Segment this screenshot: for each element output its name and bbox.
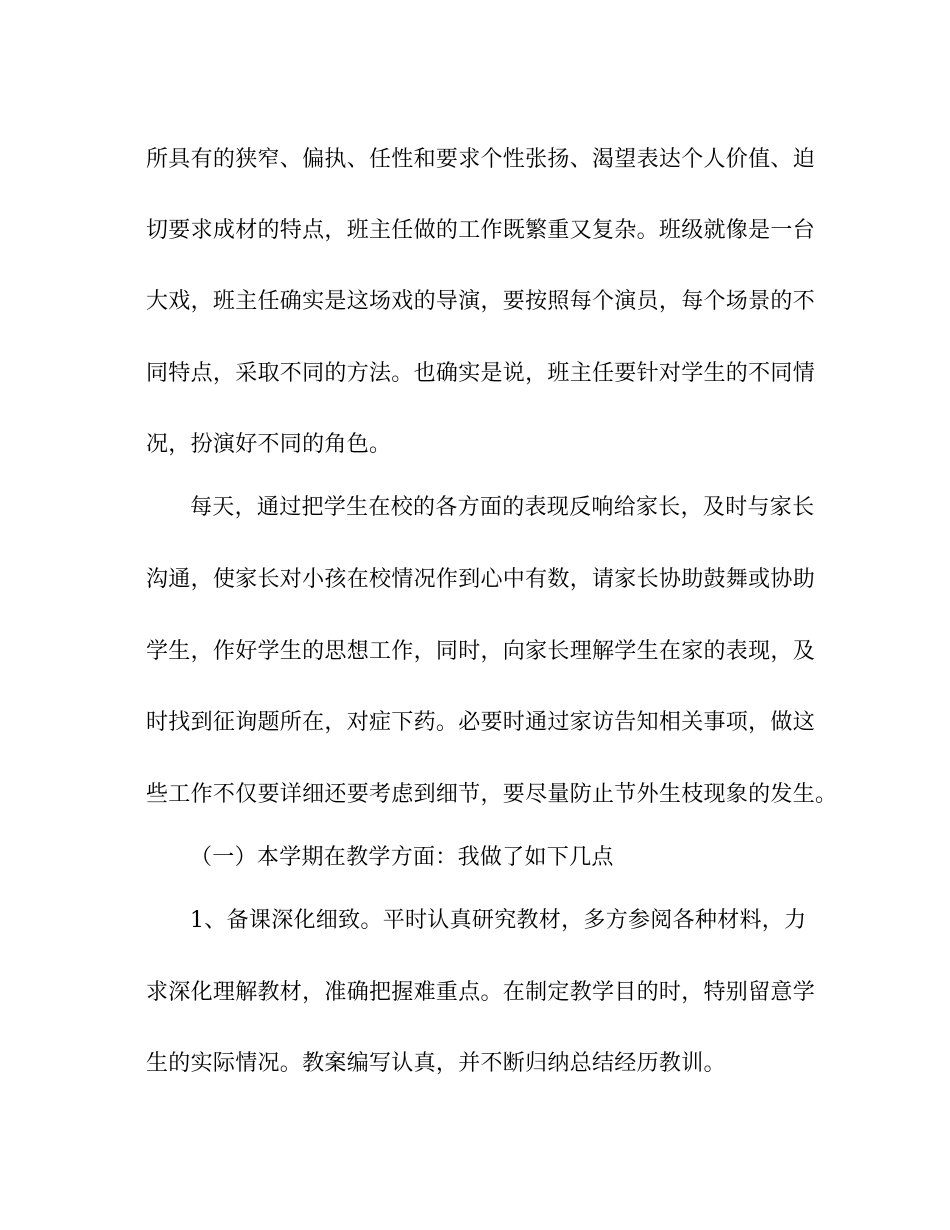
paragraph-line: 求深化理解教材，准确把握难重点。在制定教学目的时，特别留意学 [146, 980, 816, 1005]
paragraph-line: 同特点，采取不同的方法。也确实是说，班主任要针对学生的不同情 [146, 361, 816, 386]
section-heading: （一）本学期在教学方面：我做了如下几点 [190, 845, 614, 870]
paragraph-line: 大戏，班主任确实是这场戏的导演，要按照每个演员，每个场景的不 [146, 289, 816, 314]
paragraph-line: 况，扮演好不同的角色。 [146, 432, 392, 457]
paragraph-line: 些工作不仅要详细还要考虑到细节，要尽量防止节外生枝现象的发生。 [146, 782, 838, 807]
paragraph-line: 时找到征询题所在，对症下药。必要时通过家访告知相关事项，做这 [146, 710, 816, 735]
paragraph-line: 每天，通过把学生在校的各方面的表现反响给家长，及时与家长 [190, 495, 815, 520]
paragraph-line: 1、备课深化细致。平时认真研究教材，多方参阅各种材料，力 [190, 908, 807, 933]
paragraph-line: 所具有的狭窄、偏执、任性和要求个性张扬、渴望表达个人价值、迫 [146, 147, 816, 172]
paragraph-line: 学生，作好学生的思想工作，同时，向家长理解学生在家的表现，及 [146, 639, 816, 664]
paragraph-line: 切要求成材的特点，班主任做的工作既繁重又复杂。班级就像是一台 [146, 218, 816, 243]
paragraph-line: 沟通，使家长对小孩在校情况作到心中有数，请家长协助鼓舞或协助 [146, 567, 816, 592]
paragraph-line: 生的实际情况。教案编写认真，并不断归纳总结经历教训。 [146, 1051, 726, 1076]
